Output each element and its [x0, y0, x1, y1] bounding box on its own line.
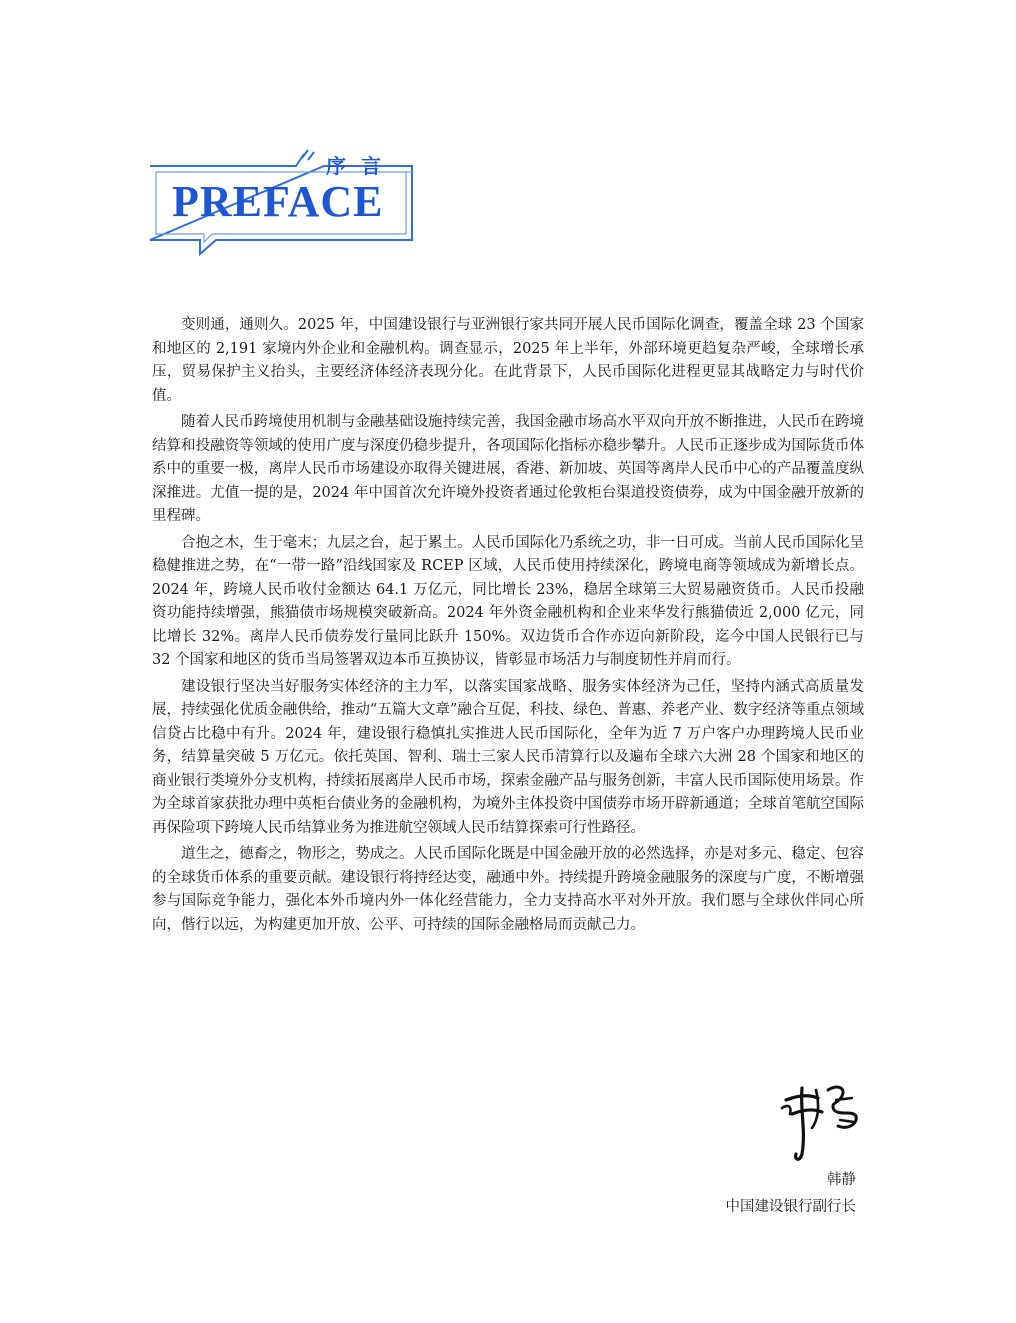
- paragraph-1: 变则通，通则久。2025 年，中国建设银行与亚洲银行家共同开展人民币国际化调查，覆盖全球 23 个国家和地区的 2,191 家境内外企业和金融机构。调查显示，2025 年上半年，外部环境更趋复杂严峻，全球增长承压，贸易保护主义抬头，主要经济体经济表现分化。在此背景下，人民币国际化进程更显其战略定力与时代价值。: [152, 317, 864, 404]
- signer-name: 韩静: [827, 1172, 856, 1188]
- signer-title: 中国建设银行副行长: [725, 1199, 856, 1215]
- preface-body: [152, 314, 864, 940]
- preface-badge: [146, 148, 416, 256]
- preface-title-en: PREFACE: [172, 177, 384, 226]
- paragraph-5: 道生之，德畜之，物形之，势成之。人民币国际化既是中国金融开放的必然选择，亦是对多元、稳定、包容的全球货币体系的重要贡献。建设银行将持经达变，融通中外。持续提升跨境金融服务的深度与广度，不断增强参与国际竞争能力，强化本外币境内外一体化经营能力，全力支持高水平对外开放。我们愿与全球伙伴同心所向，偕行以远，为构建更加开放、公平、可持续的国际金融格局而贡献己力。: [152, 846, 864, 933]
- paragraph-3: 合抱之木，生于毫末；九层之台，起于累土。人民币国际化乃系统之功，非一日可成。当前人民币国际化呈稳健推进之势，在“一带一路”沿线国家及 RCEP 区域，人民币使用持续深化，跨境电商等领域成为新增长点。2024 年，跨境人民币收付金额达 64.1 万亿元，同比增长 23%，稳居全球第三大贸易融资货币。人民币投融资功能持续增强，熊猫债市场规模突破新高。2024 年外资金融机构和企业来华发行熊猫债近 2,000 亿元，同比增长 32%。离岸人民币债券发行量同比跃升 150%。双边货币合作亦迈向新阶段，迄今中国人民银行已与 32 个国家和地区的货币当局签署双边本币互换协议，皆彰显市场活力与制度韧性并肩而行。: [152, 534, 864, 668]
- paragraph-4: 建设银行坚决当好服务实体经济的主力军，以落实国家战略、服务实体经济为己任，坚持内涵式高质量发展，持续强化优质金融供给，推动“五篇大文章”融合互促，科技、绿色、普惠、养老产业、数字经济等重点领域信贷占比稳中有升。2024 年，建设银行稳慎扎实推进人民币国际化，全年为近 7 万户客户办理跨境人民币业务，结算量突破 5 万亿元。依托英国、智利、瑞士三家人民币清算行以及遍布全球六大洲 28 个国家和地区的商业银行类境外分支机构，持续拓展离岸人民币市场，探索金融产品与服务创新，丰富人民币国际使用场景。作为全球首家获批办理中英柜台债业务的金融机构，为境外主体投资中国债券市场开辟新通道；全球首笔航空国际再保险项下跨境人民币结算业务为推进航空领域人民币结算探索可行性路径。: [152, 678, 864, 836]
- paragraph-2: 随着人民币跨境使用机制与金融基础设施持续完善，我国金融市场高水平双向开放不断推进，人民币在跨境结算和投融资等领域的使用广度与深度仍稳步提升，各项国际化指标亦稳步攀升。人民币正逐步成为国际货币体系中的重要一极，离岸人民币市场建设亦取得关键进展，香港、新加坡、英国等离岸人民币中心的产品覆盖度纵深推进。尤值一提的是，2024 年中国首次允许境外投资者通过伦敦柜台渠道投资债券，成为中国金融开放新的里程碑。: [152, 414, 864, 524]
- preface-title-cn: 序 言: [326, 154, 385, 178]
- handwritten-signature: [772, 1070, 872, 1170]
